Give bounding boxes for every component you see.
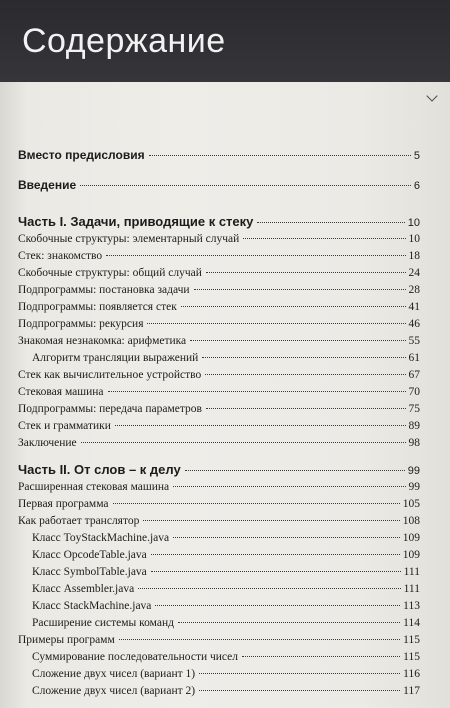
- toc-entry-page: 5: [413, 150, 420, 162]
- toc-entry-page: 111: [403, 566, 420, 578]
- toc-leader-dots: [80, 185, 411, 186]
- toc-entry-page: 10: [407, 217, 420, 229]
- toc-entry-page: 28: [408, 284, 420, 296]
- toc-entry-page: 6: [413, 180, 420, 192]
- toc-entry: [18, 498, 420, 514]
- toc-entry-title: Расширенная стековая машина: [18, 481, 170, 493]
- toc-leader-dots: [199, 673, 400, 674]
- toc-entry: [18, 284, 420, 300]
- toc-entry-title: Примеры программ: [18, 634, 115, 646]
- toc-leader-dots: [178, 622, 400, 623]
- toc-entry-page: 115: [403, 651, 420, 663]
- toc-entry-page: 10: [408, 233, 420, 245]
- toc-entry: [32, 532, 420, 548]
- toc-entry-title: Часть I. Задачи, приводящие к стеку: [18, 214, 254, 229]
- toc-leader-dots: [173, 486, 405, 487]
- toc-leader-dots: [194, 289, 406, 290]
- toc-entry: [18, 369, 420, 385]
- toc-leader-dots: [190, 340, 405, 341]
- toc-entry-title: Класс SymbolTable.java: [32, 566, 147, 578]
- toc-entry: [32, 549, 420, 565]
- toc-leader-dots: [138, 588, 400, 589]
- toc-entry-title: Подпрограммы: рекурсия: [18, 318, 144, 330]
- toc-entry: [18, 335, 420, 351]
- toc-entry-title: Подпрограммы: передача параметров: [18, 403, 202, 415]
- toc-entry: [18, 301, 420, 317]
- toc-entry-title: Стек как вычислительное устройство: [18, 369, 202, 381]
- toc-leader-dots: [115, 425, 406, 426]
- toc-entry-page: 61: [408, 352, 420, 364]
- toc-entry-title: Класс ToyStackMachine.java: [32, 532, 170, 544]
- toc-leader-dots: [81, 442, 406, 443]
- toc-entry-page: 89: [408, 420, 420, 432]
- toc-entry-page: 70: [408, 386, 420, 398]
- toc-leader-dots: [242, 656, 400, 657]
- toc-entry: [18, 214, 420, 230]
- toc-entry-page: 75: [408, 403, 420, 415]
- toc-entry-title: Скобочные структуры: общий случай: [18, 267, 202, 279]
- toc-entry-page: 108: [402, 515, 420, 527]
- toc-entry: [18, 386, 420, 402]
- toc-entry-page: 109: [402, 549, 420, 561]
- toc-entry-page: 117: [403, 685, 420, 697]
- toc-entry-page: 99: [407, 465, 420, 477]
- toc-entry: [18, 481, 420, 497]
- toc-entry-title: Сложение двух чисел (вариант 2): [32, 685, 196, 697]
- toc-entry-title: Подпрограммы: появляется стек: [18, 301, 177, 313]
- toc-entry: [32, 352, 420, 368]
- toc-entry-title: Часть II. От слов – к делу: [18, 462, 181, 477]
- toc-entry-page: 105: [402, 498, 420, 510]
- toc-entry-title: Знакомая незнакомка: арифметика: [18, 335, 187, 347]
- toc-entry-title: Алгоритм трансляции выражений: [32, 352, 199, 364]
- toc-entry: [32, 583, 420, 599]
- toc-entry-title: Введение: [18, 178, 77, 192]
- toc-leader-dots: [206, 408, 406, 409]
- toc-leader-dots: [151, 571, 401, 572]
- toc-entry: [32, 668, 420, 684]
- toc-entry-page: 99: [408, 481, 420, 493]
- toc-entry-page: 113: [403, 600, 420, 612]
- toc-entry-title: Первая программа: [18, 498, 109, 510]
- toc-entry: [18, 515, 420, 531]
- toc-leader-dots: [143, 520, 399, 521]
- toc-entry-page: 55: [408, 335, 420, 347]
- toc-leader-dots: [206, 272, 406, 273]
- toc-entry: [18, 233, 420, 249]
- toc-leader-dots: [147, 323, 405, 324]
- corner-mark: [426, 90, 437, 101]
- toc-entry-page: 98: [408, 437, 420, 449]
- toc-entry-title: Как работает транслятор: [18, 515, 140, 527]
- toc-leader-dots: [151, 554, 400, 555]
- toc-leader-dots: [113, 503, 400, 504]
- toc-entry-title: Сложение двух чисел (вариант 1): [32, 668, 196, 680]
- toc-entry-page: 24: [408, 267, 420, 279]
- toc-entry-title: Стек и грамматики: [18, 420, 111, 432]
- header-band: [0, 0, 450, 82]
- toc-entry-page: 115: [403, 634, 420, 646]
- toc-entry-page: 41: [408, 301, 420, 313]
- toc-leader-dots: [205, 374, 405, 375]
- toc-entry-page: 111: [403, 583, 420, 595]
- toc-entry-page: 18: [408, 250, 420, 262]
- toc-entry-title: Расширение системы команд: [32, 617, 174, 629]
- toc-entry-page: 114: [403, 617, 420, 629]
- toc-entry: [18, 178, 420, 194]
- toc-leader-dots: [108, 391, 406, 392]
- toc-leader-dots: [243, 238, 405, 239]
- toc-entry: [32, 566, 420, 582]
- toc-entry: [32, 651, 420, 667]
- toc-entry: [18, 318, 420, 334]
- toc-entry: [18, 267, 420, 283]
- toc-entry: [18, 403, 420, 419]
- toc-leader-dots: [181, 306, 406, 307]
- toc-leader-dots: [149, 155, 411, 156]
- page-title: Содержание: [22, 22, 226, 60]
- toc-entry-title: Класс OpcodeTable.java: [32, 549, 147, 561]
- toc-entry: [18, 634, 420, 650]
- toc-entry: [32, 600, 420, 616]
- toc-entry-title: Стековая машина: [18, 386, 104, 398]
- toc-leader-dots: [173, 537, 400, 538]
- toc-entry-title: Класс Assembler.java: [32, 583, 135, 595]
- toc-entry-page: 67: [408, 369, 420, 381]
- toc-leader-dots: [106, 255, 405, 256]
- toc-entry-title: Подпрограммы: постановка задачи: [18, 284, 190, 296]
- toc-entry: [18, 420, 420, 436]
- toc-entry-title: Класс StackMachine.java: [32, 600, 152, 612]
- toc-leader-dots: [185, 470, 405, 471]
- toc-leader-dots: [119, 639, 400, 640]
- toc-leader-dots: [199, 690, 400, 691]
- toc-entry-title: Скобочные структуры: элементарный случай: [18, 233, 240, 245]
- toc-entry: [18, 148, 420, 164]
- toc-entry: [18, 250, 420, 266]
- toc-entry: [32, 617, 420, 633]
- toc-entry-page: 109: [402, 532, 420, 544]
- toc-leader-dots: [257, 222, 404, 223]
- toc-entry-title: Суммирование последовательности чисел: [32, 651, 239, 663]
- toc-entry: [18, 437, 420, 453]
- toc-entry-page: 46: [408, 318, 420, 330]
- toc-entry-title: Стек: знакомство: [18, 250, 103, 262]
- toc-leader-dots: [155, 605, 400, 606]
- toc-entry-title: Заключение: [18, 437, 77, 449]
- toc-entry: [18, 462, 420, 478]
- toc-leader-dots: [202, 357, 405, 358]
- toc-entry-page: 116: [403, 668, 420, 680]
- toc-entry-title: Вместо предисловия: [18, 148, 145, 162]
- toc-entry: [32, 685, 420, 701]
